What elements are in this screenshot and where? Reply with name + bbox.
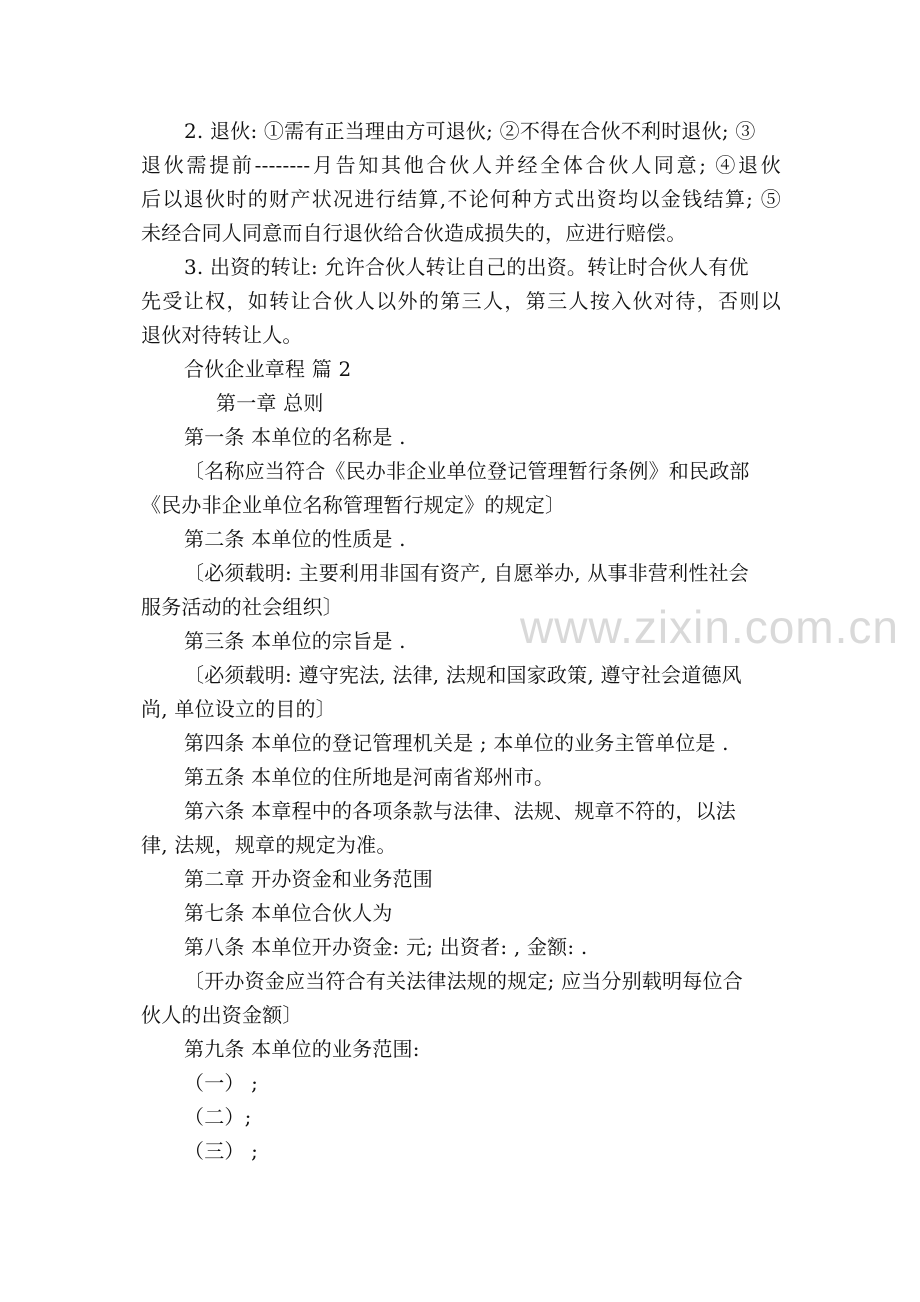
- paragraph-line-transfer-3: 退伙对待转让人。: [141, 323, 303, 347]
- business-scope-item-1: （一） ;: [184, 1071, 259, 1095]
- article-4: 第四条 本单位的登记管理机关是 ; 本单位的业务主管单位是 .: [184, 731, 729, 755]
- article-1-note-2: 《民办非企业单位名称管理暂行规定》的规定〕: [141, 493, 566, 517]
- chapter-heading-1: 第一章 总则: [216, 391, 324, 415]
- article-9: 第九条 本单位的业务范围:: [184, 1037, 420, 1061]
- article-7: 第七条 本单位合伙人为: [184, 901, 393, 925]
- paragraph-line-withdrawal-1: 2. 退伙: ①需有正当理由方可退伙; ②不得在合伙不利时退伙; ③: [184, 119, 756, 143]
- paragraph-line-withdrawal-3: 后以退伙时的财产状况进行结算,不论何种方式出资均以金钱结算; ⑤: [141, 187, 781, 211]
- paragraph-line-transfer-2: 先受让权，如转让合伙人以外的第三人，第三人按入伙对待，否则以: [141, 289, 781, 313]
- article-5: 第五条 本单位的住所地是河南省郑州市。: [184, 765, 555, 789]
- article-3-note-2: 尚, 单位设立的目的〕: [141, 697, 336, 721]
- article-3-note-1: 〔必须载明: 遵守宪法, 法律, 法规和国家政策, 遵守社会道德风: [184, 663, 742, 687]
- article-6-line-1: 第六条 本章程中的各项条款与法律、法规、规章不符的，以法: [184, 799, 736, 823]
- section-heading-part2: 合伙企业章程 篇 2: [184, 357, 352, 381]
- article-2-note-1: 〔必须载明: 主要利用非国有资产, 自愿举办, 从事非营利性社会: [184, 561, 749, 585]
- chapter-heading-2: 第二章 开办资金和业务范围: [184, 867, 433, 891]
- paragraph-line-withdrawal-2: 退伙需提前--------月告知其他合伙人并经全体合伙人同意; ④退伙: [141, 153, 781, 177]
- paragraph-line-transfer-1: 3. 出资的转让: 允许合伙人转让自己的出资。转让时合伙人有优: [184, 255, 749, 279]
- business-scope-item-2: （二）;: [184, 1105, 252, 1129]
- watermark: www.zixin.com.cn: [520, 601, 899, 653]
- article-1: 第一条 本单位的名称是 .: [184, 425, 406, 449]
- article-8: 第八条 本单位开办资金: 元; 出资者: , 金额: .: [184, 935, 588, 959]
- article-1-note-1: 〔名称应当符合《民办非企业单位登记管理暂行条例》和民政部: [184, 459, 750, 483]
- article-2-note-2: 服务活动的社会组织〕: [141, 595, 343, 619]
- business-scope-item-3: （三） ;: [184, 1139, 259, 1163]
- article-8-note-2: 伙人的出资金额〕: [141, 1003, 303, 1027]
- article-3: 第三条 本单位的宗旨是 .: [184, 629, 406, 653]
- article-6-line-2: 律, 法规，规章的规定为准。: [141, 833, 397, 857]
- article-8-note-1: 〔开办资金应当符合有关法律法规的规定; 应当分别载明每位合: [184, 969, 743, 993]
- paragraph-line-withdrawal-4: 未经合同人同意而自行退伙给合伙造成损失的，应进行赔偿。: [141, 221, 687, 245]
- article-2: 第二条 本单位的性质是 .: [184, 527, 406, 551]
